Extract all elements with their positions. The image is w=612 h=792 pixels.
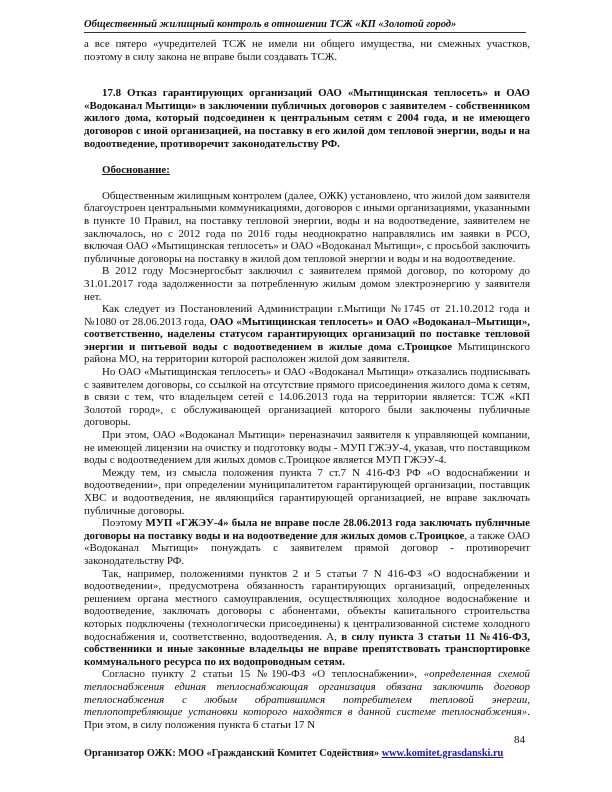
text-run: Так, например, положениями пунктов 2 и 5 статьи 7 N 416-ФЗ «О водоснабжении и водоотведении», предусмотрена обязанность гарантирующих организаций, определенных решением органа местного самоуправления, осуществляющих холодное водоснабжение и водоотведение, заключать договоры с абонентами, объекты капитального строительства которых подключены (технологически присоединены) к централизованной системе холодного водоснабжения и, соответственно, водоотведения. А, xyxy=(84,567,530,643)
bold-text-run: ОАО «Мытищинская теплосеть» и ОАО «Водоканал–Мытищи», соответственно, наделены статусом гарантирующих организаций по поставке тепловой энергии и питьевой воды с водоотведением в жилые дома с.Троицкое xyxy=(84,315,530,353)
document-body xyxy=(84,38,530,731)
text-run: , а также ОАО «Водоканал Мытищи» понуждать с заявителем прямой договор - противоречит законодательству РФ. xyxy=(84,529,531,567)
footer-website-link[interactable]: www.komitet.grasdanski.ru xyxy=(381,748,504,759)
paragraph: Общественным жилищным контролем (далее, ОЖК) установлено, что жилой дом заявителя благоустроен центральными коммуникациями, договоров с иными организациями, указанными в пункте 10 Правил, на поставку тепловой энергии, воды и на водоотведение, заявителем не заключалось, но с 2012 года по 2016 годы неоднократно направлялись им заявки в РСО, включая ОАО «Мытищинская теплосеть» и ОАО «Водоканал Мытищи», с просьбой заключить публичные договоры на поставку в жилой дом тепловой энергии и воды и на водоотведение. xyxy=(84,189,530,265)
paragraph xyxy=(84,303,530,366)
paragraph xyxy=(84,517,530,567)
text-run: Поэтому xyxy=(102,517,146,530)
bold-text-run: в силу пункта 3 статьи 11 №416-ФЗ, собственники и иные законные владельцы не вправе препятствовать транспортировке коммунального ресурса по их водопроводным сетям. xyxy=(84,630,530,668)
paragraph: В 2012 году Мосэнергосбыт заключил с заявителем прямой договор, по которому до 31.01.2017 года задолженности за потребленную жилым домом электроэнергию у заявителя нет. xyxy=(84,265,530,303)
intro-paragraph: а все пятеро «учредителей ТСЖ не имели ни общего имущества, ни смежных участков, поэтому в силу закона не вправе были создавать ТСЖ. xyxy=(84,38,530,63)
text-run: Согласно пункту 2 статьи 15 №190-ФЗ «О теплоснабжении», xyxy=(102,668,424,681)
paragraph: Но ОАО «Мытищинская теплосеть» и ОАО «Водоканал Мытищи» отказались подписывать с заявителем договоры, со ссылкой на отсутствие прямого присоединения жилого дома к сетям, в связи с тем, что владельцем сетей с 14.06.2013 года на территории является: ТСЖ «КП Золотой город», с обслуживающей организацией которого были заключены публичные договоры. xyxy=(84,366,530,429)
paragraph: Между тем, из смысла положения пункта 7 ст.7 N 416-ФЗ РФ «О водоснабжении и водоотведении», при определении муниципалитетом гарантирующей организации, поставщик ХВС и водоотведения, не являющийся гарантирующей организацией, не вправе заключать публичные договоры. xyxy=(84,466,530,517)
page-footer xyxy=(84,748,530,759)
text-run: . При этом, в силу положения пункта 6 статьи 17 N xyxy=(84,706,530,731)
running-header: Общественный жилищный контроль в отношении ТСЖ «КП «Золотой город» xyxy=(84,19,526,33)
justification-label: Обоснование: xyxy=(102,164,170,177)
italic-quote-run: «определенная схемой теплоснабжения единая теплоснабжающая организация обязана заключить договор теплоснабжения с любым обратившимся потребителем тепловой энергии, теплопотребляющие установки которого находятся в данной системе теплоснабжения» xyxy=(84,668,530,719)
paragraph xyxy=(84,668,530,731)
text-run: Мытищинского района МО, на территории которой расположен жилой дом заявителя. xyxy=(84,340,530,366)
paragraph xyxy=(84,568,530,669)
page-number: 84 xyxy=(514,734,525,746)
text-run: Как следует из Постановлений Администрации г.Мытищи №1745 от 21.10.2012 года и №1080 от 28.06.2013 года, xyxy=(84,303,530,328)
section-heading: 17.8 Отказ гарантирующих организаций ОАО «Мытищинская теплосеть» и ОАО «Водоканал Мытищи» в заключении публичных договоров с заявителем - собственником жилого дома, который подсоединен к центральным сетям с 2004 года, и не имеющего договоров с иной организацией, на поставку в его жилой дом тепловой энергии, воды и на водоотведение, противоречит законодательству РФ. xyxy=(84,87,530,150)
footer-organizer: Организатор ОЖК: МОО «Гражданский Комитет Содействия» xyxy=(84,748,380,759)
bold-text-run: МУП «ГЖЭУ-4» была не вправе после 28.06.2013 года заключать публичные договоры на поставку воды и на водоотведение для жилых домов с.Троицкое xyxy=(84,517,531,542)
paragraph: При этом, ОАО «Водоканал Мытищи» переназначил заявителя к управляющей компании, не имеющей лицензии на очистку и подготовку воды - МУП ГЖЭУ-4, указав, что поставщиком воды с водоотведением для жилых домов с.Троицкое является МУП ГЖЭУ-4. xyxy=(84,429,530,467)
